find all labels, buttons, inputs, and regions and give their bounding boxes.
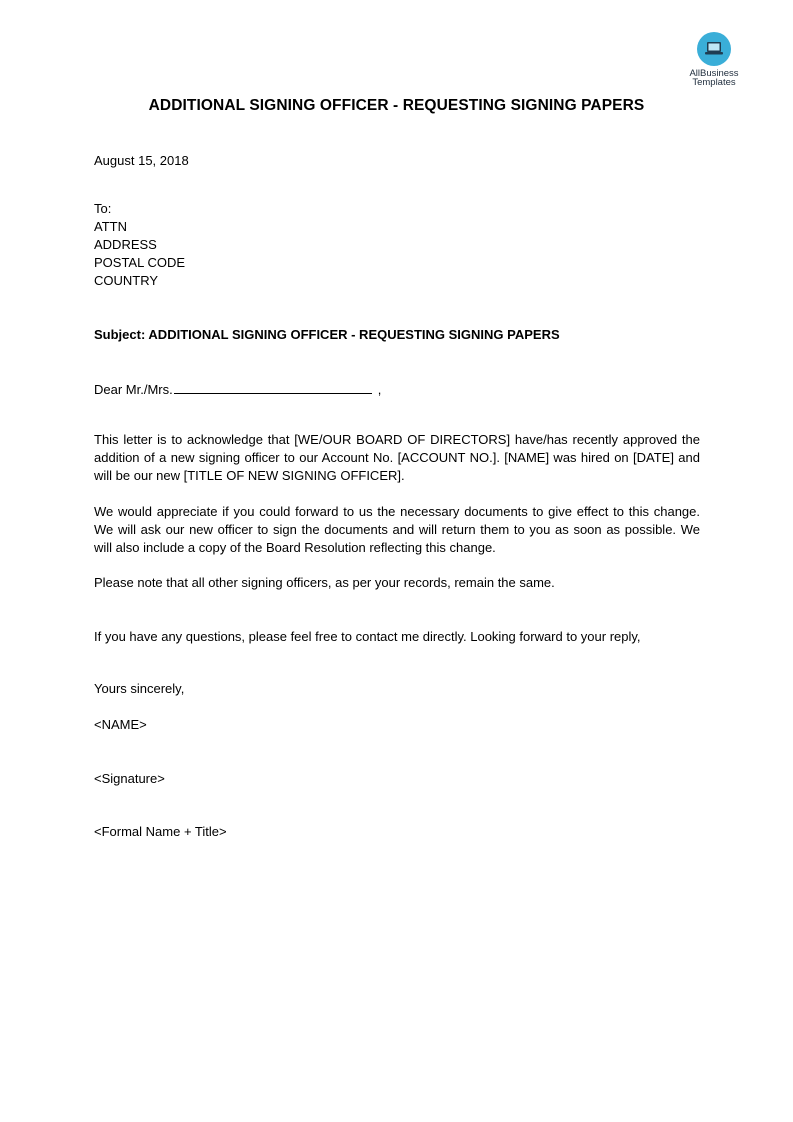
- recipient-postal-code: POSTAL CODE: [94, 255, 186, 270]
- subject-line: Subject: ADDITIONAL SIGNING OFFICER - REQUESTING SIGNING PAPERS: [94, 327, 560, 342]
- laptop-icon: [697, 32, 731, 66]
- recipient-country: COUNTRY: [94, 273, 159, 288]
- body-paragraph-2: We would appreciate if you could forward to us the necessary documents to give effect to this change. We will ask our new officer to sign the documents and will return them to you as soon as possible. We will also include a copy of the Board Resolution reflecting this change.: [94, 504, 700, 555]
- logo-text-line1: AllBusiness: [689, 68, 739, 79]
- body-paragraph-1: This letter is to acknowledge that [WE/OUR BOARD OF DIRECTORS] have/has recently approved the addition of a new signing officer to our Account No. [ACCOUNT NO.]. [NAME] was hired on [DATE] and will be our new [TITLE OF NEW SIGNING OFFICER].: [94, 432, 700, 483]
- brand-logo: [686, 32, 742, 87]
- recipient-to: To:: [94, 201, 112, 216]
- salutation-prefix: Dear Mr./Mrs.: [94, 382, 173, 397]
- sender-name: <NAME>: [94, 717, 147, 732]
- salutation-suffix: ,: [377, 382, 382, 397]
- body-paragraph-3: Please note that all other signing officers, as per your records, remain the same.: [94, 575, 555, 590]
- sign-off: Yours sincerely,: [94, 681, 185, 696]
- signature-placeholder: <Signature>: [94, 771, 165, 786]
- letter-date: August 15, 2018: [94, 153, 189, 168]
- document-title: ADDITIONAL SIGNING OFFICER - REQUESTING SIGNING PAPERS: [148, 97, 645, 114]
- recipient-address: ADDRESS: [94, 237, 157, 252]
- logo-text-line2: Templates: [692, 77, 736, 88]
- formal-name-title: <Formal Name + Title>: [94, 824, 227, 839]
- body-paragraph-4: If you have any questions, please feel free to contact me directly. Looking forward to your reply,: [94, 629, 641, 644]
- name-blank-line: [174, 381, 372, 394]
- recipient-attn: ATTN: [94, 219, 127, 234]
- salutation: [94, 381, 381, 398]
